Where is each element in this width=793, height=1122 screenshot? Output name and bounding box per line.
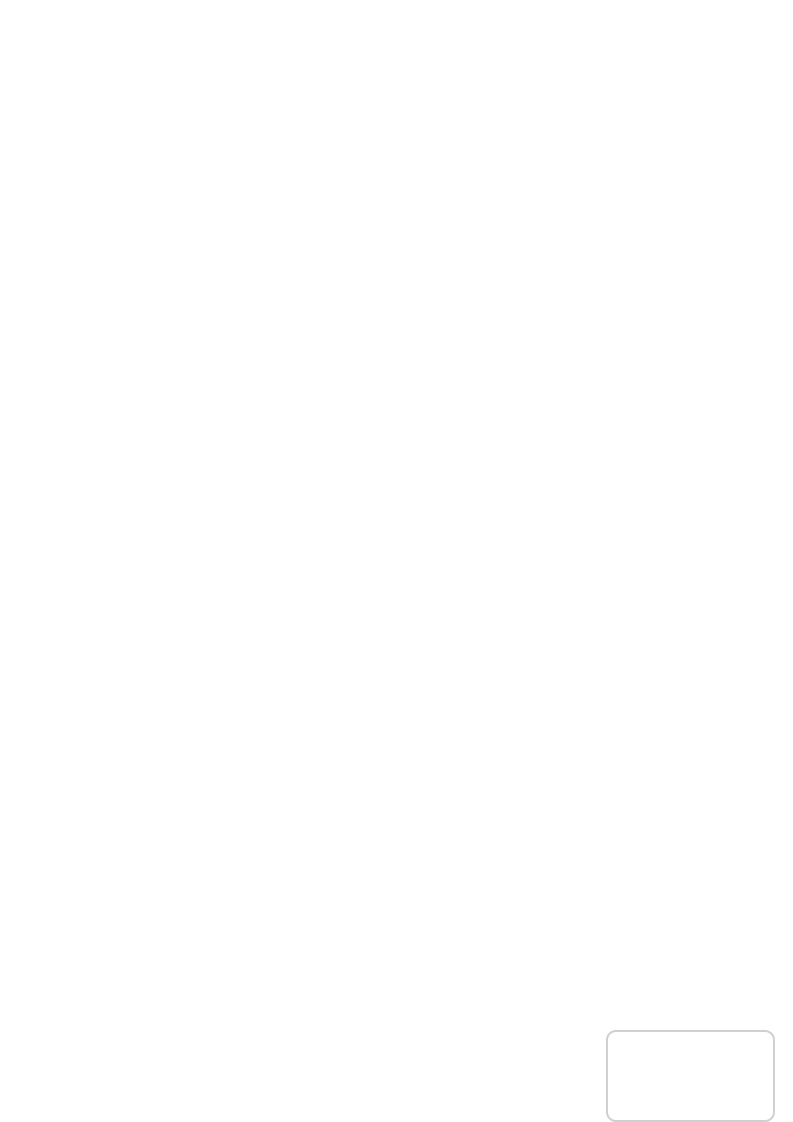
logo-stamp	[606, 1030, 775, 1122]
